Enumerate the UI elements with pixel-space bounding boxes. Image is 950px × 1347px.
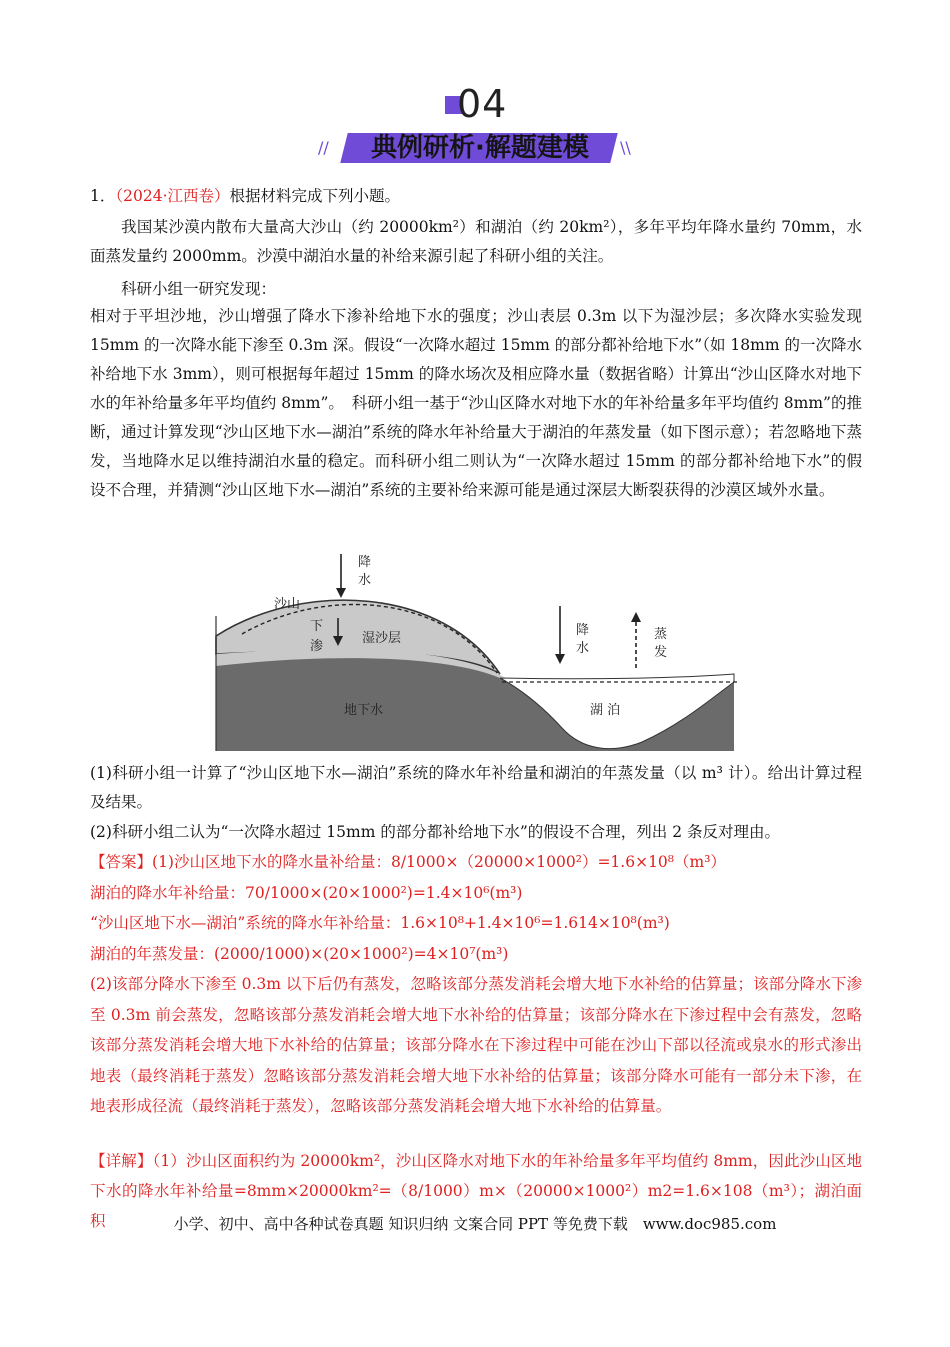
- rain-arrow-top-head: [336, 588, 346, 598]
- section-title: 典例研析·解题建模: [371, 133, 589, 163]
- label-rain-lake-2: 水: [576, 641, 590, 656]
- question-source: （2024·江西卷）: [115, 187, 230, 205]
- answer-line-4: 湖泊的年蒸发量：(2000/1000)×(20×1000²)=4×10⁷(m³): [90, 945, 509, 963]
- label-evap-2: 发: [654, 645, 668, 660]
- question-number: 1．: [90, 187, 116, 205]
- label-shen: 渗: [310, 639, 324, 654]
- answer-line-3: “沙山区地下水—湖泊”系统的降水年补给量：1.6×10⁸+1.4×10⁶=1.614×10⁸(m³): [90, 914, 670, 932]
- label-evap-1: 蒸: [654, 627, 668, 642]
- material-paragraph-1: 我国某沙漠内散布大量高大沙山（约 20000km²）和湖泊（约 20km²），多年平均年降水量约 70mm，水面蒸发量约 2000mm。沙漠中湖泊水量的补给来源引起了科研小组的关注。: [90, 218, 862, 265]
- question-intro: 根据材料完成下列小题。: [229, 187, 401, 205]
- label-shishaceng: 湿沙层: [362, 631, 402, 646]
- answer-line-1-text: (1)沙山区地下水的降水量补给量：8/1000×（20000×1000²）=1.6×10⁸（m³）: [152, 853, 726, 871]
- section-number-badge: [445, 82, 515, 126]
- material-paragraph-2: 相对于平坦沙地，沙山增强了降水下渗补给地下水的强度；沙山表层 0.3m 以下为湿沙层；多次降水实验发现 15mm 的一次降水能下渗至 0.3m 深。假设“一次降水超过 15mm 的部分都补给地下水”（如 18mm 的一次降水补给地下水 3mm），则可根据每年超过 15mm 的降水场次及相应降水量（数据省略）计算出“沙山区降水对地下水的年补给量多年平均值约 8mm”。 科研小组一基于“沙山区降水对地下水的年补给量多年平均值约 8mm”的推断，通过计算发现“沙山区地下水—湖泊”系统的降水年补给量大于湖泊的年蒸发量（如下图示意）；若忽略地下蒸发，当地降水足以维持湖泊水量的稳定。而科研小组二则认为“一次降水超过 15mm 的部分都补给地下水”的假设不合理，并猜测“沙山区地下水—湖泊”系统的主要补给来源可能是通过深层大断裂获得的沙漠区域外水量。: [90, 307, 862, 499]
- page-footer: 小学、初中、高中各种试卷真题 知识归纳 文案合同 PPT 等免费下载 www.doc985.com: [173, 1215, 777, 1233]
- sand-dune-lake-diagram: [212, 546, 742, 751]
- sub-question-2: (2)科研小组二认为“一次降水超过 15mm 的部分都补给地下水”的假设不合理，列出 2 条反对理由。: [90, 823, 780, 841]
- evaporation-arrow-head: [631, 612, 641, 622]
- answer-tag: 【答案】: [90, 853, 153, 871]
- label-rain-top-2: 水: [358, 573, 372, 588]
- rain-arrow-lake-head: [555, 654, 565, 664]
- label-rain-top-1: 降: [358, 555, 372, 570]
- detail-text: （1）沙山区面积约为 20000km²，沙山区降水对地下水的年补给量多年平均值约 8mm，因此沙山区地下水的降水年补给量=8mm×20000km²=（8/1000）m×（20000×1000²）m2=1.6×108（m³）；湖泊面积: [90, 1152, 862, 1230]
- label-shashan: 沙山: [274, 597, 301, 612]
- banner-deco-left: //: [318, 138, 329, 157]
- question-heading: [90, 186, 400, 206]
- label-groundwater: 地下水: [344, 703, 384, 718]
- answer-part-2: (2)该部分降水下渗至 0.3m 以下后仍有蒸发，忽略该部分蒸发消耗会增大地下水补给的估算量；该部分降水下渗至 0.3m 前会蒸发，忽略该部分蒸发消耗会增大地下水补给的估算量；该部分降水在下渗过程中会有蒸发，忽略该部分蒸发消耗会增大地下水补给的估算量；该部分降水在下渗过程中可能在沙山下部以径流或泉水的形式渗出地表（最终消耗于蒸发）忽略该部分蒸发消耗会增大地下水补给的估算量；该部分降水可能有一部分未下渗，在地表形成径流（最终消耗于蒸发），忽略该部分蒸发消耗会增大地下水补给的估算量。: [90, 975, 862, 1115]
- banner-deco-right: \\: [620, 138, 631, 157]
- sub-question-1: (1)科研小组一计算了“沙山区地下水—湖泊”系统的降水年补给量和湖泊的年蒸发量（以 m³ 计）。给出计算过程及结果。: [90, 764, 862, 811]
- detail-tag: 【详解】: [90, 1152, 153, 1170]
- section-number: 04: [457, 82, 508, 126]
- material-heading: 科研小组一研究发现：: [121, 280, 277, 298]
- label-lake: 湖 泊: [590, 703, 621, 718]
- section-title-banner: [318, 128, 636, 168]
- answer-line-2: 湖泊的降水年补给量：70/1000×(20×1000²)=1.4×10⁶(m³): [90, 884, 523, 902]
- label-rain-lake-1: 降: [576, 623, 590, 638]
- label-xia: 下: [310, 619, 324, 634]
- answer-line-1: [90, 852, 726, 872]
